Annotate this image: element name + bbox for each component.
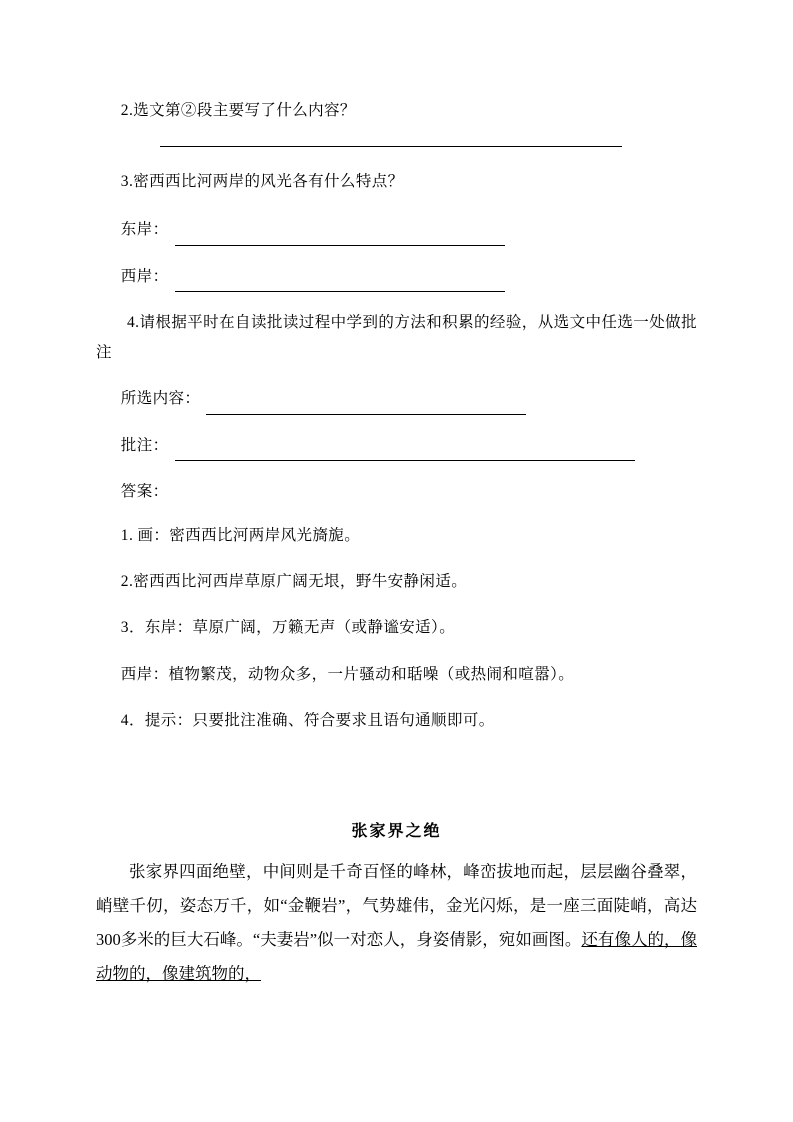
question-2: 2.选文第②段主要写了什么内容？ [120,102,356,119]
blank-rule-west-bank[interactable] [175,275,505,292]
answers-heading: 答案： [120,482,169,500]
question-3: 3.密西西比河两岸的风光各有什么特点？ [120,173,404,191]
blank-label-east-bank: 东岸： [120,221,169,239]
blank-label-selected-content: 所选内容： [120,390,201,408]
article-paragraph-plain: 张家界四面绝壁，中间则是千奇百怪的峰林，峰峦拔地而起，层层幽谷叠翠，峭壁千仞，姿态万千，如“金鞭岩”，气势雄伟，金光闪烁，是一座三面陡峭，高达300多米的巨大石峰。“夫妻岩”似一对恋人，身姿倩影，宛如画图。 [96,862,697,949]
blank-rule-selected-content[interactable] [206,397,526,414]
section-spacer [96,752,697,818]
answer-rule-q2[interactable] [160,144,622,147]
answer-item-2: 2.密西西比河西岸草原广阔无垠，野牛安静闲适。 [120,573,468,591]
worksheet-section [96,96,697,736]
blank-row-west-bank [96,262,697,292]
blank-rule-east-bank[interactable] [175,228,505,245]
answer-item-3-west: 西岸：植物繁茂，动物众多，一片骚动和聒噪（或热闹和喧嚣）。 [120,665,575,683]
article-paragraph [96,855,697,990]
answer-item-4: 4．提示：只要批注准确、符合要求且语句通顺即可。 [120,711,495,729]
article-paragraph-underlined: 还有像人的，像动物的，像建筑物的， [96,929,698,983]
blank-label-annotation: 批注： [120,436,169,454]
article-section [96,818,697,990]
blank-row-east-bank [96,215,697,245]
answer-item-3: 3．东岸：草原广阔，万籁无声（或静谧安适）。 [120,619,456,637]
answer-item-1: 1. 画：密西西比河两岸风光旖旎。 [120,526,361,544]
article-title: 张家界之绝 [351,823,442,841]
question-4: 4.请根据平时在自读批读过程中学到的方法和积累的经验，从选文中任选一处做批注 [96,313,697,362]
blank-row-selected-content [96,384,697,414]
blank-label-west-bank: 西岸： [120,267,169,285]
blank-row-annotation [96,431,697,461]
blank-rule-annotation[interactable] [175,443,635,460]
